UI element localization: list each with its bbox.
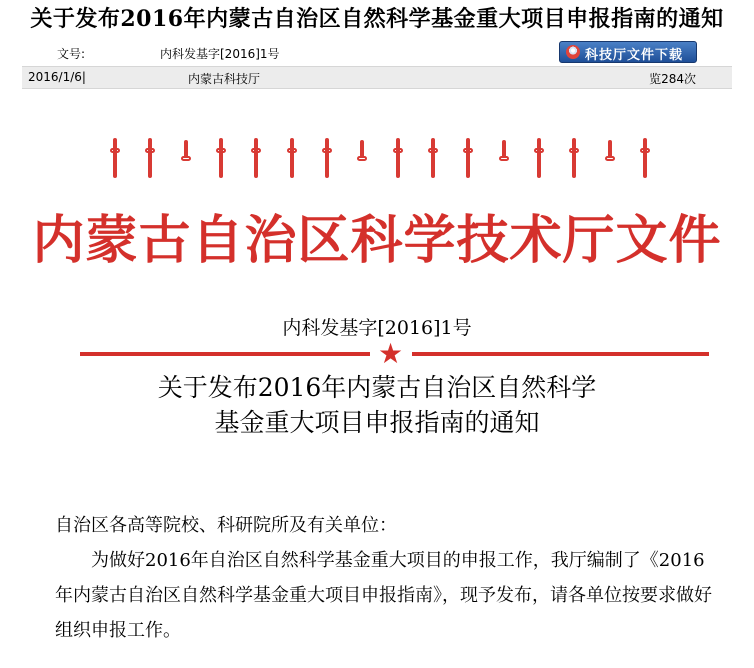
notice-body bbox=[55, 508, 715, 648]
star-icon: ★ bbox=[378, 337, 404, 370]
info-bar bbox=[22, 66, 732, 89]
mongolian-glyph bbox=[569, 138, 579, 182]
mongolian-glyph bbox=[499, 138, 509, 182]
publisher: 内蒙古科技厅 bbox=[188, 72, 261, 86]
red-divider-left bbox=[80, 352, 370, 356]
notice-title-line: 关于发布2016年内蒙古自治区自然科学 bbox=[157, 373, 597, 402]
notice-title bbox=[0, 370, 754, 440]
gear-icon bbox=[566, 45, 580, 59]
mongolian-glyph bbox=[463, 138, 473, 182]
salutation: 自治区各高等院校、科研院所及有关单位： bbox=[55, 515, 397, 536]
download-button-label: 科技厅文件下载 bbox=[585, 48, 684, 63]
mongolian-glyph bbox=[110, 138, 120, 182]
doc-number-value: 内科发基字[2016]1号 bbox=[160, 47, 280, 61]
mongolian-glyph bbox=[287, 138, 297, 182]
mongolian-glyph bbox=[251, 138, 261, 182]
mongolian-glyph bbox=[216, 138, 226, 182]
mongolian-glyph bbox=[145, 138, 155, 182]
notice-title-line: 基金重大项目申报指南的通知 bbox=[214, 408, 540, 437]
agency-title: 内蒙古自治区科学技术厅文件 bbox=[32, 210, 722, 271]
mongolian-glyph bbox=[428, 138, 438, 182]
doc-number-label: 文号: bbox=[57, 47, 86, 61]
mongolian-glyph bbox=[605, 138, 615, 182]
publish-date: 2016/1/6| bbox=[28, 70, 86, 84]
body-paragraph: 为做好2016年自治区自然科学基金重大项目的申报工作，我厅编制了《2016年内蒙古自治区自然科学基金重大项目申报指南》，现予发布，请各单位按要求做好组织申报工作。 bbox=[55, 550, 712, 641]
mongolian-glyph bbox=[534, 138, 544, 182]
mongolian-glyph bbox=[181, 138, 191, 182]
document-number: 内科发基字[2016]1号 bbox=[282, 317, 472, 339]
mongolian-script-header bbox=[110, 138, 650, 183]
mongolian-glyph bbox=[393, 138, 403, 182]
document-image bbox=[0, 88, 754, 668]
mongolian-glyph bbox=[357, 138, 367, 182]
download-button[interactable] bbox=[559, 41, 697, 63]
mongolian-glyph bbox=[322, 138, 332, 182]
view-count: 览284次 bbox=[649, 72, 696, 86]
page-title: 关于发布2016年内蒙古自治区自然科学基金重大项目申报指南的通知 bbox=[30, 6, 724, 32]
mongolian-glyph bbox=[640, 138, 650, 182]
red-divider-right bbox=[412, 352, 709, 356]
